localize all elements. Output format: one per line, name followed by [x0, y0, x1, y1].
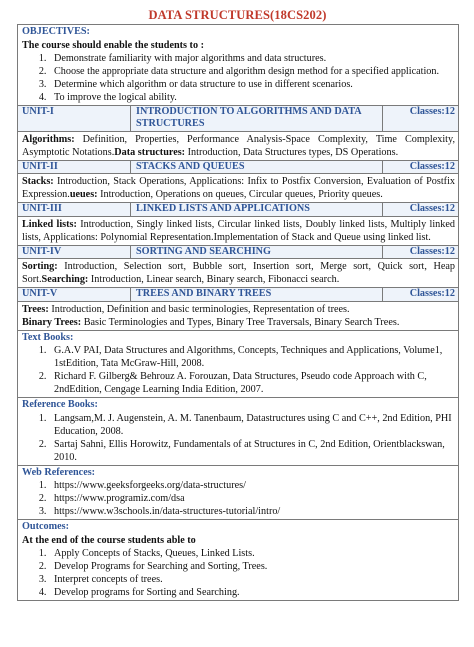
unit-content-5	[18, 302, 459, 331]
unit-number: UNIT-IV	[18, 246, 131, 259]
topic-text: Introduction, Data Structures types, DS Operations.	[185, 146, 399, 158]
unit-number: UNIT-II	[18, 161, 131, 174]
unit-title: LINKED LISTS AND APPLICATIONS	[131, 203, 383, 216]
unit-title: SORTING AND SEARCHING	[131, 246, 383, 259]
objectives-list	[22, 52, 455, 104]
list-item: 2. Sartaj Sahni, Ellis Horowitz, Fundamentals of at Structures in C, 2nd Edition, Orientblackswan, 2010.	[49, 438, 455, 464]
topic-label: Algorithms:	[22, 133, 75, 145]
list-item: 3. Interpret concepts of trees.	[49, 573, 455, 586]
unit-classes: Classes:12	[409, 105, 455, 117]
topic-label: Sorting:	[22, 261, 58, 272]
topic-text: Introduction, Operations on queues, Circular queues, Priority queues.	[97, 189, 383, 200]
outcomes-list	[22, 547, 455, 599]
topic-label: Binary Trees:	[22, 316, 82, 328]
unit-classes: Classes:12	[409, 203, 455, 214]
topic-text: Introduction, Singly linked lists, Circular linked lists, Doubly linked lists, Multiply linked lists, Applications: Polynomial Representation.Implementation of Stack and Queue using linked list.	[22, 218, 455, 243]
unit-title: INTRODUCTION TO ALGORITHMS AND DATA STRUCTURES	[131, 106, 383, 131]
topic-label: Data structures:	[114, 146, 186, 158]
unit-content-4	[18, 259, 459, 288]
web-references-heading: Web References:	[22, 466, 96, 478]
list-item: 1. G.A.V PAI, Data Structures and Algorithms, Concepts, Techniques and Applications, Volume1, 1stEdition, Tata McGraw-Hill, 2008.	[49, 344, 455, 370]
reference-books-heading: Reference Books:	[22, 399, 98, 410]
unit-classes: Classes:12	[409, 288, 455, 299]
list-item: 1. Demonstrate familiarity with major algorithms and data structures.	[49, 52, 455, 65]
list-item: 1. https://www.geeksforgeeks.org/data-structures/	[49, 479, 455, 492]
list-item: 4. To improve the logical ability.	[49, 91, 455, 104]
topic-label: Linked lists:	[22, 218, 77, 230]
topic-text: Introduction, Selection sort, Bubble sort, Insertion sort, Merge sort, Quick sort, Heap Sort.	[22, 261, 455, 285]
unit-header-5	[18, 288, 459, 302]
list-item: 2. Develop Programs for Searching and Sorting, Trees.	[49, 560, 455, 573]
textbooks-section	[18, 331, 459, 399]
topic-text: Introduction, Stack Operations, Applications: Infix to Postfix Conversion, Evaluation of Postfix Expression.	[22, 176, 455, 200]
objectives-heading: OBJECTIVES:	[22, 26, 90, 37]
list-item: 4. Develop programs for Sorting and Searching.	[49, 586, 455, 599]
list-item: 1. Langsam,M. J. Augenstein, A. M. Tanenbaum, Datastructures using C and C++, 2nd Edition, PHI Education, 2008.	[49, 412, 455, 438]
topic-label: Stacks:	[22, 176, 54, 187]
topic-label: Searching:	[41, 274, 89, 285]
topic-label: ueues:	[69, 189, 98, 200]
outcomes-heading: Outcomes:	[22, 521, 69, 532]
document-title: DATA STRUCTURES(18CS202)	[148, 8, 327, 22]
unit-content-1	[18, 132, 459, 161]
reference-books-section	[18, 398, 459, 466]
unit-number: UNIT-V	[18, 288, 131, 301]
list-item: 2. https://www.programiz.com/dsa	[49, 492, 455, 505]
web-references-section	[18, 466, 459, 521]
outcomes-intro: At the end of the course students able to	[22, 534, 196, 546]
syllabus-table	[17, 24, 459, 601]
topic-text: Introduction, Definition and basic terminologies, Representation of trees.	[48, 303, 350, 315]
web-references-list	[22, 479, 455, 518]
unit-number: UNIT-III	[18, 203, 131, 216]
list-item: 1. Apply Concepts of Stacks, Queues, Linked Lists.	[49, 547, 455, 560]
unit-content-2	[18, 174, 459, 203]
unit-header-1	[18, 106, 459, 132]
topic-text: Basic Terminologies and Types, Binary Tree Traversals, Binary Search Trees.	[81, 316, 400, 328]
list-item: 2. Choose the appropriate data structure and algorithm design method for a specified application.	[49, 65, 455, 78]
unit-title: STACKS AND QUEUES	[131, 161, 383, 174]
reference-books-list	[22, 412, 455, 464]
list-item: 2. Richard F. Gilberg& Behrouz A. Forouzan, Data Structures, Pseudo code Approach with C, 2ndEdition, Cengage Learning India Edition, 2007.	[49, 370, 455, 396]
unit-header-2	[18, 161, 459, 175]
textbooks-list	[22, 344, 455, 396]
topic-label: Trees:	[22, 303, 49, 315]
unit-header-3	[18, 203, 459, 217]
topic-text: Introduction, Linear search, Binary search, Fibonacci search.	[88, 274, 340, 285]
unit-classes: Classes:12	[409, 245, 455, 257]
objectives-intro: The course should enable the students to :	[22, 39, 204, 51]
unit-title: TREES AND BINARY TREES	[131, 288, 383, 301]
textbooks-heading: Text Books:	[22, 331, 74, 343]
list-item: 3. Determine which algorithm or data structure to use in different scenarios.	[49, 78, 455, 91]
unit-classes: Classes:12	[409, 160, 455, 172]
list-item: 3. https://www.w3schools.in/data-structures-tutorial/intro/	[49, 505, 455, 518]
topic-text: Definition, Properties, Performance Analysis-Space Complexity, Time Complexity, Asymptotic Notations.	[22, 133, 455, 158]
objectives-section	[18, 25, 459, 106]
outcomes-section	[18, 520, 459, 601]
unit-number: UNIT-I	[18, 106, 131, 131]
unit-content-3	[18, 217, 459, 246]
unit-header-4	[18, 246, 459, 260]
